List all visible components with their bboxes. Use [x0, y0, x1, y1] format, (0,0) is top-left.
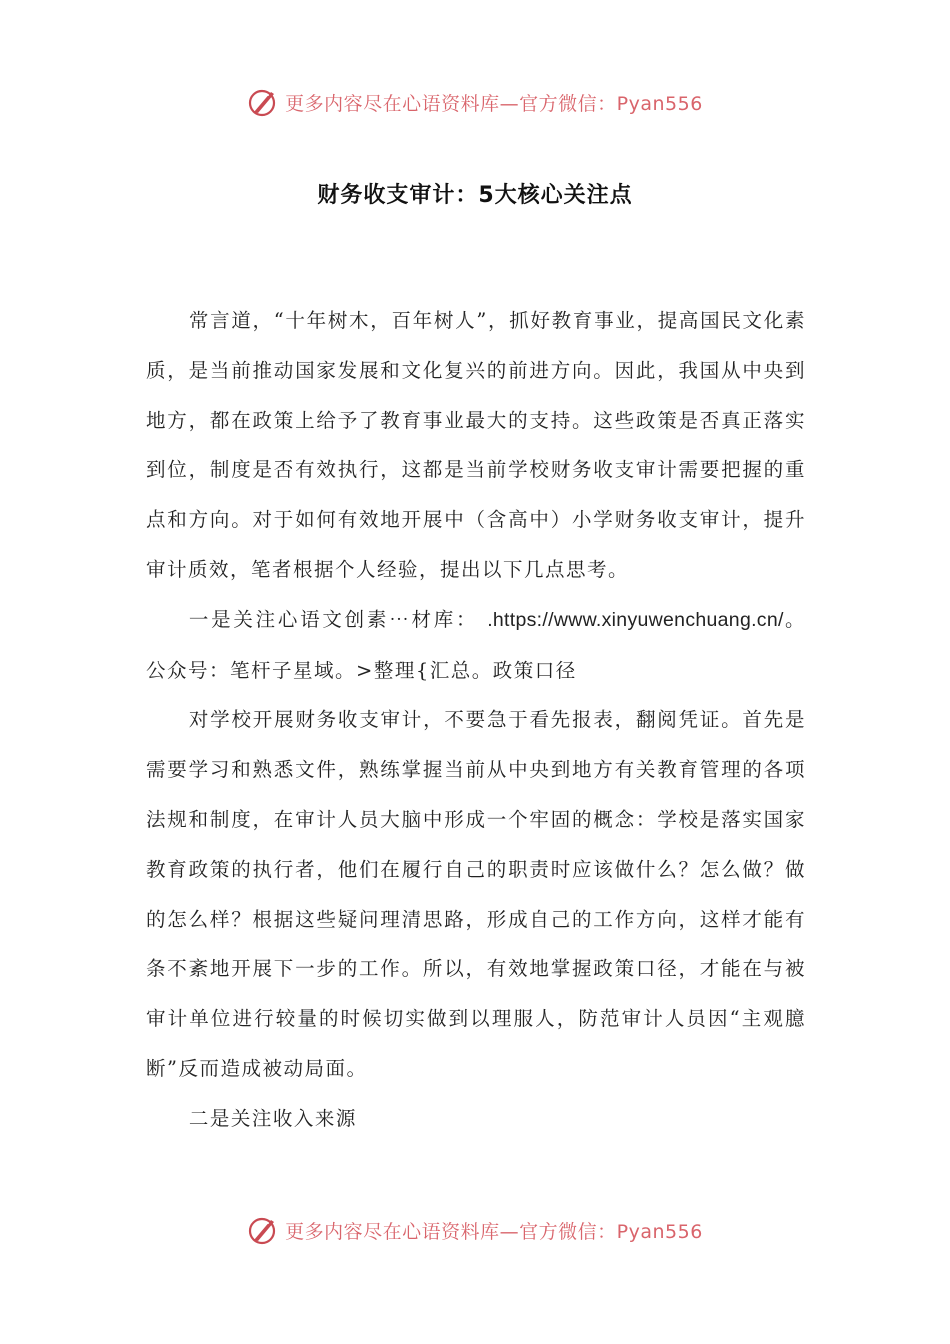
- quill-circle-logo-icon: [247, 1214, 279, 1246]
- paragraph-policy: 对学校开展财务收支审计，不要急于看先报表，翻阅凭证。首先是需要学习和熟悉文件，熟练掌握当前从中央到地方有关教育管理的各项法规和制度，在审计人员大脑中形成一个牢固的概念：学校是落实国家教育政策的执行者，他们在履行自己的职责时应该做什么？怎么做？做的怎么样？根据这些疑问理清思路，形成自己的工作方向，这样才能有条不紊地开展下一步的工作。所以，有效地掌握政策口径，才能在与被审计单位进行较量的时候切实做到以理服人，防范审计人员因“主观臆断”反而造成被动局面。: [146, 708, 806, 1080]
- website-link[interactable]: .https://www.xinyuwenchuang.cn/: [487, 608, 784, 631]
- paragraph-intro: 常言道，“十年树木，百年树人”，抓好教育事业，提高国民文化素质，是当前推动国家发展和文化复兴的前进方向。因此，我国从中央到地方，都在政策上给予了教育事业最大的支持。这些政策是否真正落实到位，制度是否有效执行，这都是当前学校财务收支审计需要把握的重点和方向。对于如何有效地开展中（含高中）小学财务收支审计，提升审计质效，笔者根据个人经验，提出以下几点思考。: [146, 309, 806, 581]
- footer-watermark-text: 更多内容尽在心语资料库—官方微信：Pyan556: [285, 1220, 703, 1243]
- paragraph-point-two: 二是关注收入来源: [188, 1106, 357, 1130]
- document-title: 财务收支审计：5大核心关注点: [317, 183, 633, 208]
- quill-circle-logo-icon: [247, 86, 279, 118]
- header-watermark-text: 更多内容尽在心语资料库—官方微信：Pyan556: [285, 92, 703, 115]
- paragraph-point-one: [146, 595, 806, 696]
- document-body: [146, 296, 806, 1144]
- header-watermark: [0, 82, 950, 122]
- point-one-label: 一是关注心语文创素⋯材库：: [188, 607, 479, 631]
- footer-watermark: [0, 1210, 950, 1250]
- point-one-tail: 。公众号：笔杆子星域。>整理{汇总。政策口径: [146, 607, 806, 682]
